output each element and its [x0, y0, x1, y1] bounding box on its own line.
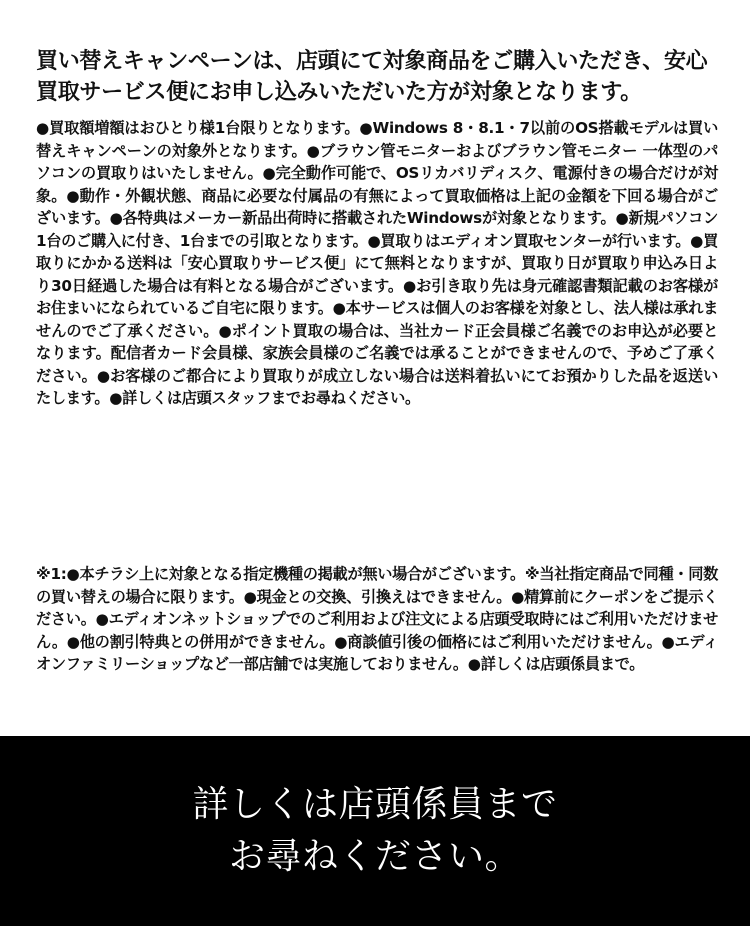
campaign-conditions [36, 46, 718, 410]
coupon-notes: ※1:●本チラシ上に対象となる指定機種の掲載が無い場合がございます。※当社指定商品で同種・同数の買い替えの場合に限ります。●現金との交換、引換えはできません。●精算前にクーポンをご提示ください。●エディオンネットショップでのご利用および注文による店頭受取時にはご利用いただけません。●他の割引特典との併用ができません。●商談値引後の価格にはご利用いただけません。●エディオンファミリーショップなど一部店舗では実施しておりません。●詳しくは店頭係員まで。 [36, 565, 718, 673]
footer-line-1: 詳しくは店頭係員まで [192, 784, 558, 825]
footer-line-2: お尋ねください。 [228, 836, 521, 877]
campaign-headline: 買い替えキャンペーンは、店頭にて対象商品をご購入いただき、安心買取サービス便にお申し込みいただいた方が対象となります。 [36, 49, 708, 105]
campaign-terms: ●買取額増額はおひとり様1台限りとなります。●Windows 8・8.1・7以前のOS搭載モデルは買い替えキャンペーンの対象外となります。●ブラウン管モニターおよびブラウン管モニター 一体型のパソコンの買取りはいたしません。●完全動作可能で、OSリカバリディスク、電源付きの場合だけが対象。●動作・外観状態、商品に必要な付属品の有無によって買取価格は上記の金額を下回る場合がございます。●各特典はメーカー新品出荷時に搭載されたWindowsが対象となります。●新規パソコン1台のご購入に付き、1台までの引取となります。●買取りはエディオン買取センターが行います。●買取りにかかる送料は「安心買取りサービス便」にて無料となりますが、買取り日が買取り申込み日より30日経過した場合は有料となる場合がございます。●お引き取り先は身元確認書類記載のお客様がお住まいになられているご自宅に限ります。●本サービスは個人のお客様を対象とし、法人様は承れませんのでご了承ください。●ポイント買取の場合は、当社カード正会員様ご名義でのお申込が必要となります。配信者カード会員様、家族会員様のご名義では承ることができませんので、予めご了承ください。●お客様のご都合により買取りが成立しない場合は送料着払いにてお預かりした品を返送いたします。●詳しくは店頭スタッフまでお尋ねください。 [36, 119, 718, 407]
footer-banner [0, 736, 750, 926]
